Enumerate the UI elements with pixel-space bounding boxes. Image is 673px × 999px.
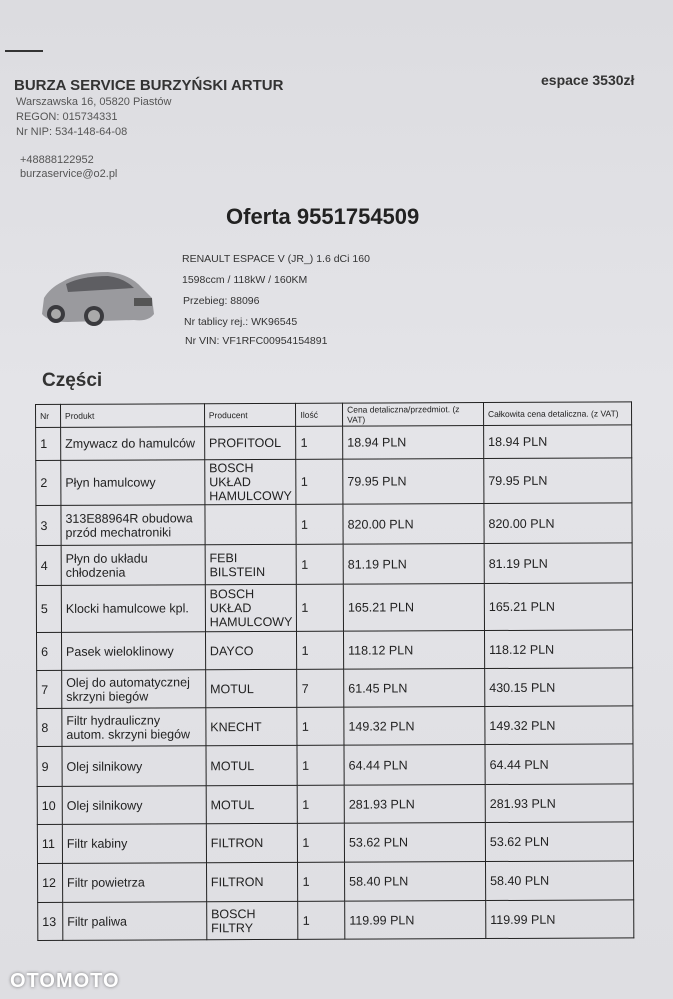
cell-nr: 12 — [38, 863, 63, 902]
column-header: Nr — [36, 404, 61, 427]
cell-quantity: 1 — [298, 823, 345, 862]
offer-title: Oferta 9551754509 — [226, 204, 420, 229]
cell-product: 313E88964R obudowa przód mechatroniki — [61, 505, 205, 546]
cell-nr: 1 — [36, 427, 61, 460]
cell-nr: 13 — [38, 902, 63, 940]
table-row — [37, 744, 633, 787]
cell-product: Płyn do układu chłodzenia — [61, 545, 205, 586]
vehicle-mileage: Przebieg: 88096 — [183, 295, 260, 307]
cell-product: Płyn hamulcowy — [61, 460, 205, 506]
cell-quantity: 7 — [297, 669, 344, 707]
table-row — [36, 583, 632, 633]
cell-nr: 11 — [37, 824, 62, 863]
cell-producer: BOSCH UKŁAD HAMULCOWY — [205, 584, 297, 631]
cell-unit-price: 820.00 PLN — [343, 504, 484, 545]
table-row — [37, 706, 633, 747]
cell-unit-price: 281.93 PLN — [344, 785, 485, 824]
vehicle-model: RENAULT ESPACE V (JR_) 1.6 dCi 160 — [182, 253, 370, 265]
table-row — [37, 822, 633, 864]
cell-producer: FILTRON — [206, 862, 298, 901]
handwritten-note: espace 3530zł — [541, 72, 635, 88]
table-row — [36, 503, 632, 546]
cell-product: Olej silnikowy — [62, 786, 206, 825]
company-name: BURZA SERVICE BURZYŃSKI ARTUR — [14, 77, 284, 94]
cell-quantity: 1 — [298, 862, 345, 901]
cell-total-price: 81.19 PLN — [484, 543, 632, 584]
cell-product: Klocki hamulcowe kpl. — [61, 585, 205, 633]
company-nip: Nr NIP: 534-148-64-08 — [16, 126, 128, 138]
cell-quantity: 1 — [297, 584, 344, 631]
cell-quantity: 1 — [296, 504, 343, 544]
cell-nr: 7 — [37, 670, 62, 708]
cell-product: Filtr hydrauliczny autom. skrzyni biegów — [62, 708, 206, 747]
cell-unit-price: 149.32 PLN — [344, 707, 485, 746]
cell-nr: 8 — [37, 708, 62, 746]
cell-unit-price: 64.44 PLN — [344, 745, 485, 786]
cell-producer: FEBI BILSTEIN — [205, 544, 297, 584]
cell-unit-price: 81.19 PLN — [343, 544, 484, 585]
cell-producer: FILTRON — [206, 823, 298, 862]
cell-producer: MOTUL — [206, 745, 298, 785]
table-header — [36, 402, 632, 428]
cell-nr: 10 — [37, 786, 62, 824]
column-header: Całkowita cena detaliczna. (z VAT) — [483, 402, 631, 426]
cell-product: Olej do automatycznej skrzyni biegów — [62, 670, 206, 709]
car-image — [38, 268, 156, 330]
column-header: Producent — [204, 403, 296, 426]
table-row — [36, 425, 632, 461]
cell-nr: 4 — [36, 545, 61, 585]
parts-table — [35, 401, 634, 941]
company-regon: REGON: 015734331 — [16, 111, 118, 123]
cell-total-price: 53.62 PLN — [485, 822, 633, 862]
company-phone: +48888122952 — [20, 154, 94, 166]
vehicle-vin: Nr VIN: VF1RFC00954154891 — [185, 335, 328, 347]
cell-nr: 2 — [36, 460, 61, 505]
cell-product: Zmywacz do hamulców — [61, 427, 205, 461]
cell-unit-price: 53.62 PLN — [344, 823, 485, 863]
company-address: Warszawska 16, 05820 Piastów — [16, 96, 172, 108]
vehicle-engine: 1598ccm / 118kW / 160KM — [182, 274, 308, 286]
cell-product: Filtr kabiny — [62, 824, 206, 864]
cell-quantity: 1 — [298, 901, 345, 939]
parts-heading: Części — [42, 370, 103, 391]
cell-unit-price: 61.45 PLN — [344, 669, 485, 708]
cell-total-price: 281.93 PLN — [485, 784, 633, 823]
table-row — [36, 630, 632, 671]
table-row — [36, 543, 632, 586]
cell-total-price: 149.32 PLN — [485, 706, 633, 745]
cell-quantity: 1 — [298, 785, 345, 823]
cell-quantity: 1 — [297, 707, 344, 745]
cell-unit-price: 58.40 PLN — [345, 862, 486, 902]
cell-producer: MOTUL — [206, 785, 298, 823]
cell-total-price: 118.12 PLN — [484, 630, 632, 669]
cell-total-price: 58.40 PLN — [485, 861, 633, 901]
cell-quantity: 1 — [297, 544, 344, 584]
cell-producer: MOTUL — [205, 669, 297, 707]
cell-producer — [205, 504, 297, 544]
cell-quantity: 1 — [296, 426, 343, 459]
column-header: Ilość — [296, 403, 343, 426]
table-row — [38, 900, 634, 941]
cell-total-price: 119.99 PLN — [486, 900, 634, 939]
divider — [5, 50, 43, 52]
company-email: burzaservice@o2.pl — [20, 168, 118, 180]
cell-producer: PROFITOOL — [204, 426, 296, 459]
cell-nr: 3 — [36, 505, 61, 545]
table-row — [37, 668, 633, 709]
cell-total-price: 79.95 PLN — [484, 458, 632, 504]
cell-unit-price: 79.95 PLN — [343, 459, 484, 505]
cell-product: Pasek wieloklinowy — [61, 632, 205, 671]
column-header: Produkt — [60, 404, 204, 428]
cell-unit-price: 165.21 PLN — [343, 584, 484, 632]
vehicle-plate: Nr tablicy rej.: WK96545 — [184, 316, 298, 328]
cell-producer: KNECHT — [206, 707, 298, 745]
cell-quantity: 1 — [297, 631, 344, 669]
cell-unit-price: 118.12 PLN — [344, 631, 485, 670]
cell-total-price: 430.15 PLN — [485, 668, 633, 707]
watermark-logo: OTOMOTO — [10, 970, 120, 992]
cell-product: Filtr paliwa — [63, 902, 207, 941]
cell-unit-price: 119.99 PLN — [345, 901, 486, 940]
cell-producer: DAYCO — [205, 631, 297, 669]
table-row — [38, 861, 634, 903]
cell-product: Filtr powietrza — [62, 863, 206, 903]
cell-total-price: 820.00 PLN — [484, 503, 632, 544]
table-row — [37, 784, 633, 825]
cell-quantity: 1 — [296, 459, 343, 504]
cell-quantity: 1 — [297, 745, 344, 785]
cell-total-price: 64.44 PLN — [485, 744, 633, 785]
table-row — [36, 458, 632, 506]
cell-total-price: 165.21 PLN — [484, 583, 632, 631]
cell-producer: BOSCH UKŁAD HAMULCOWY — [205, 459, 297, 504]
cell-producer: BOSCH FILTRY — [207, 901, 299, 939]
cell-nr: 5 — [36, 585, 61, 632]
cell-product: Olej silnikowy — [62, 746, 206, 787]
cell-nr: 9 — [37, 746, 62, 786]
cell-unit-price: 18.94 PLN — [343, 426, 484, 460]
cell-nr: 6 — [36, 632, 61, 670]
column-header: Cena detaliczna/przedmiot. (z VAT) — [343, 403, 484, 427]
cell-total-price: 18.94 PLN — [484, 425, 632, 459]
